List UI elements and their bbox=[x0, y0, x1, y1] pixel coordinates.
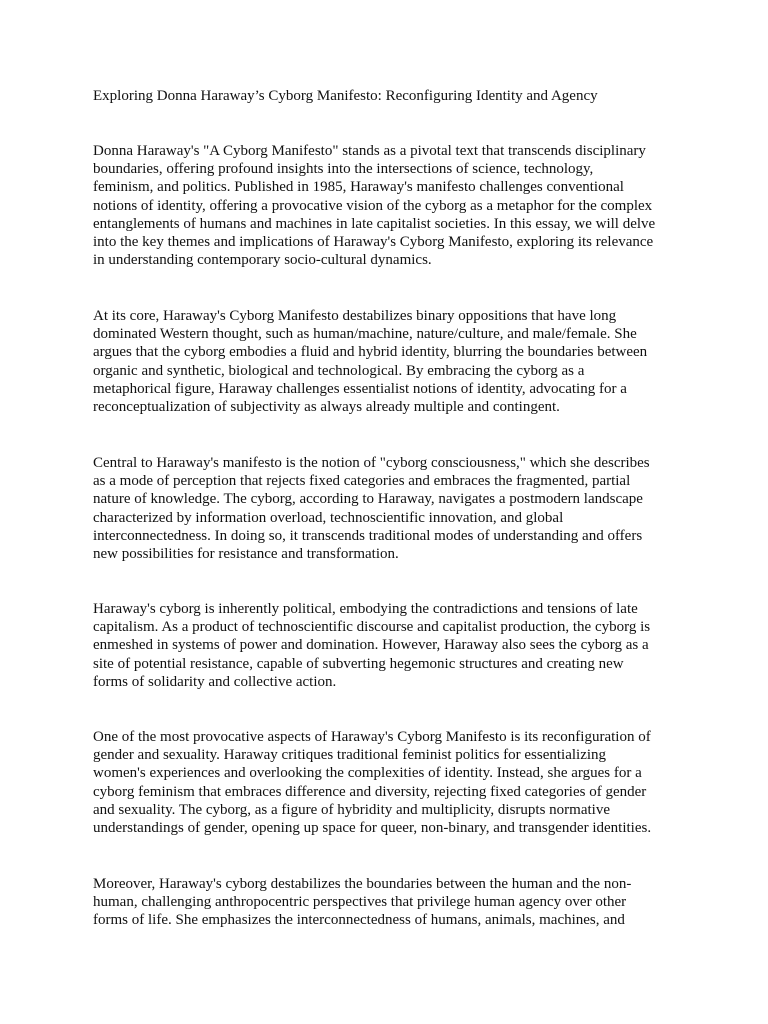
paragraph-line: capitalism. As a product of technoscientific discourse and capitalist production, the cyborg is bbox=[93, 619, 651, 636]
paragraph-6 bbox=[93, 875, 673, 930]
paragraph-line: site of potential resistance, capable of subverting hegemonic structures and creating new bbox=[93, 655, 624, 672]
paragraph-line: feminism, and politics. Published in 1985, Haraway's manifesto challenges conventional bbox=[93, 179, 624, 196]
paragraph-line: interconnectedness. In doing so, it transcends traditional modes of understanding and offers bbox=[93, 527, 643, 544]
paragraph-line: women's experiences and overlooking the complexities of identity. Instead, she argues for a bbox=[93, 765, 642, 782]
paragraph-line: understandings of gender, opening up space for queer, non-binary, and transgender identities. bbox=[93, 820, 652, 837]
paragraph-line: as a mode of perception that rejects fixed categories and embraces the fragmented, partial bbox=[93, 473, 631, 490]
paragraph-line: forms of solidarity and collective action. bbox=[93, 673, 337, 690]
paragraph-line: in understanding contemporary socio-cultural dynamics. bbox=[93, 252, 432, 269]
paragraph-2 bbox=[93, 307, 673, 416]
paragraph-line: argues that the cyborg embodies a fluid and hybrid identity, blurring the boundaries between bbox=[93, 344, 648, 361]
paragraph-line: nature of knowledge. The cyborg, according to Haraway, navigates a postmodern landscape bbox=[93, 491, 643, 508]
paragraph-line: characterized by information overload, technoscientific innovation, and global bbox=[93, 509, 564, 526]
paragraph-line: gender and sexuality. Haraway critiques traditional feminist politics for essentializing bbox=[93, 747, 607, 764]
paragraph-line: organic and synthetic, biological and technological. By embracing the cyborg as a bbox=[93, 362, 585, 379]
paragraph-line: new possibilities for resistance and transformation. bbox=[93, 546, 399, 563]
paragraph-line: Moreover, Haraway's cyborg destabilizes the boundaries between the human and the non- bbox=[93, 876, 632, 892]
paragraph-line: Haraway's cyborg is inherently political, embodying the contradictions and tensions of late bbox=[93, 601, 638, 617]
paragraph-line: forms of life. She emphasizes the interconnectedness of humans, animals, machines, and bbox=[93, 912, 625, 929]
paragraph-3 bbox=[93, 454, 673, 563]
paragraph-line: Central to Haraway's manifesto is the notion of "cyborg consciousness," which she describes bbox=[93, 455, 650, 471]
paragraph-4 bbox=[93, 600, 673, 691]
paragraph-line: reconceptualization of subjectivity as always already multiple and contingent. bbox=[93, 399, 560, 416]
paragraph-line: Donna Haraway's "A Cyborg Manifesto" stands as a pivotal text that transcends disciplinary bbox=[93, 143, 646, 159]
paragraph-line: At its core, Haraway's Cyborg Manifesto destabilizes binary oppositions that have long bbox=[93, 308, 617, 324]
paragraph-1 bbox=[93, 142, 673, 269]
paragraph-line: and sexuality. The cyborg, as a figure of hybridity and multiplicity, disrupts normative bbox=[93, 801, 610, 818]
paragraph-line: into the key themes and implications of Haraway's Cyborg Manifesto, exploring its relevance bbox=[93, 234, 654, 251]
paragraph-line: dominated Western thought, such as human/machine, nature/culture, and male/female. She bbox=[93, 326, 637, 343]
paragraph-line: entanglements of humans and machines in late capitalist societies. In this essay, we will delve bbox=[93, 215, 656, 232]
paragraph-line: boundaries, offering profound insights into the intersections of science, technology, bbox=[93, 161, 594, 178]
document-title: Exploring Donna Haraway’s Cyborg Manifesto: Reconfiguring Identity and Agency bbox=[93, 88, 598, 104]
paragraph-5 bbox=[93, 728, 673, 837]
paragraph-line: notions of identity, offering a provocative vision of the cyborg as a metaphor for the complex bbox=[93, 197, 653, 214]
paragraph-line: One of the most provocative aspects of Haraway's Cyborg Manifesto is its reconfiguration of bbox=[93, 729, 651, 745]
paragraph-line: metaphorical figure, Haraway challenges essentialist notions of identity, advocating for a bbox=[93, 380, 627, 397]
paragraph-line: enmeshed in systems of power and domination. However, Haraway also sees the cyborg as a bbox=[93, 637, 649, 654]
paragraph-line: human, challenging anthropocentric perspectives that privilege human agency over other bbox=[93, 894, 627, 911]
paragraph-line: cyborg feminism that embraces difference and diversity, rejecting fixed categories of gender bbox=[93, 783, 647, 800]
